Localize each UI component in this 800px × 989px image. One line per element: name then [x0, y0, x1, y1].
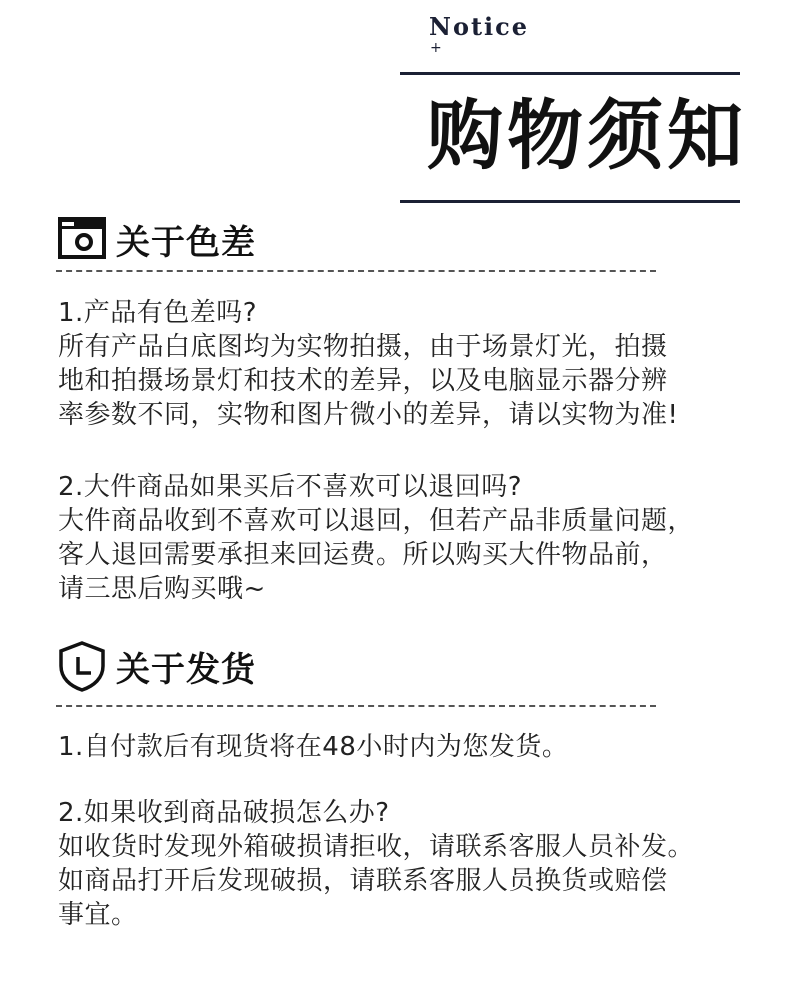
page-title: 购物须知 [427, 91, 747, 180]
header-top-rule [400, 72, 740, 75]
shipping-q2-block [58, 796, 758, 932]
header-bottom-rule [400, 200, 740, 203]
shipping-q1-text: 1.自付款后有现货将在48小时内为您发货。 [58, 732, 569, 762]
shipping-section-heading [56, 640, 256, 692]
color-q2-answer-line: 大件商品收到不喜欢可以退回，但若产品非质量问题， [58, 506, 695, 536]
color-q1-block [58, 296, 758, 432]
color-section-title: 关于色差 [116, 222, 256, 263]
color-section-divider [56, 270, 656, 272]
color-q2-answer-line: 请三思后购买哦~ [58, 574, 266, 604]
notice-label: Notice [429, 12, 530, 41]
shipping-q2-answer-line: 如收货时发现外箱破损请拒收，请联系客服人员补发。 [58, 832, 695, 862]
notice-plus-mark: + [430, 40, 442, 56]
color-q1-answer-line: 率参数不同，实物和图片微小的差异，请以实物为准! [58, 400, 679, 430]
color-q2-question: 2.大件商品如果买后不喜欢可以退回吗? [58, 472, 523, 502]
color-section-heading [56, 213, 256, 265]
shipping-section-title: 关于发货 [116, 649, 256, 690]
color-q2-answer-line: 客人退回需要承担来回运费。所以购买大件物品前， [58, 540, 668, 570]
shipping-q2-answer-line: 如商品打开后发现破损，请联系客服人员换货或赔偿 [58, 866, 668, 896]
shield-clock-icon [56, 640, 108, 692]
color-q2-block [58, 470, 758, 606]
shipping-q2-answer-line: 事宜。 [58, 900, 138, 930]
color-q1-question: 1.产品有色差吗? [58, 298, 258, 328]
shipping-q2-question: 2.如果收到商品破损怎么办? [58, 798, 390, 828]
color-q1-answer-line: 所有产品白底图均为实物拍摄，由于场景灯光，拍摄 [58, 332, 668, 362]
shipping-q1-block [58, 730, 758, 764]
camera-icon [56, 213, 108, 265]
color-q1-answer-line: 地和拍摄场景灯和技术的差异，以及电脑显示器分辨 [58, 366, 668, 396]
shipping-section-divider [56, 705, 656, 707]
